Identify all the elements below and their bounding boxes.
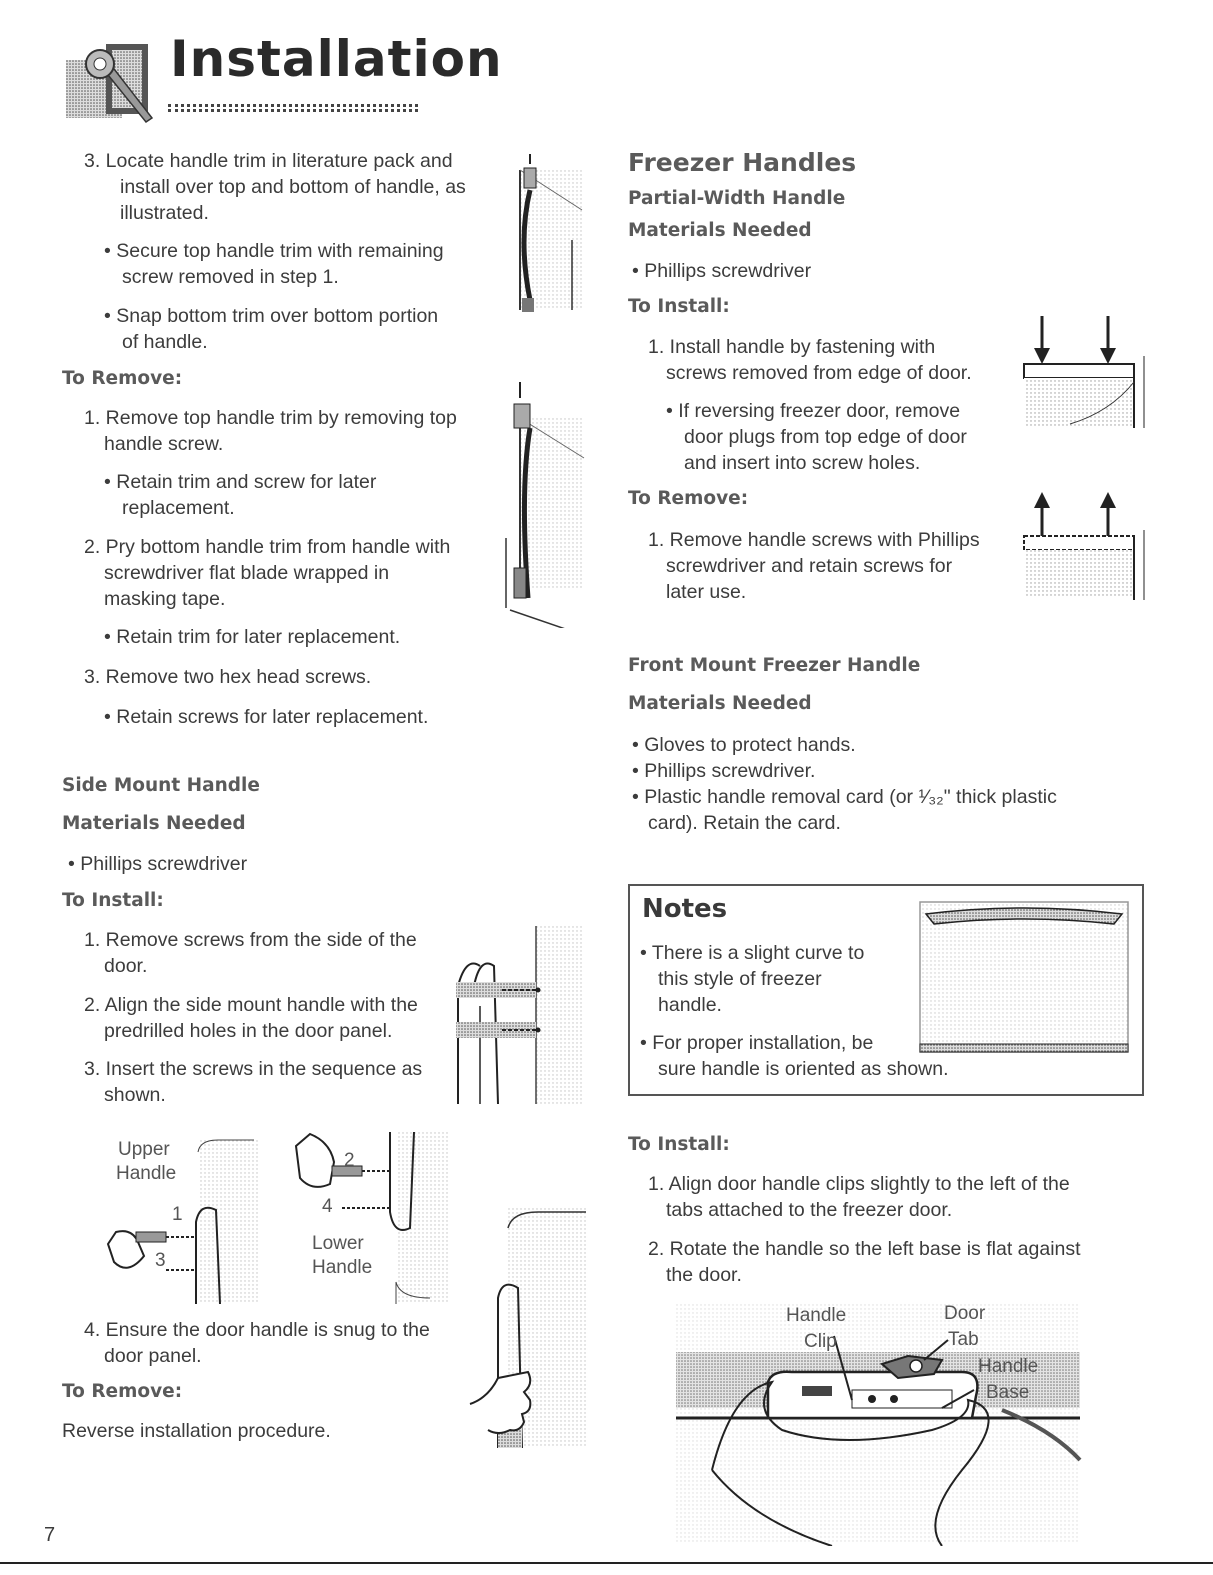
remove-step-2: 2. Pry bottom handle trim from handle with screwdriver flat blade wrapped in masking tape. bbox=[84, 536, 451, 610]
handle-clip-label-handle: Handle bbox=[786, 1305, 847, 1326]
wrench-icon bbox=[66, 30, 166, 130]
hand-on-handle-illustration bbox=[468, 1208, 586, 1448]
partial-width-heading: Partial-Width Handle bbox=[628, 188, 846, 209]
remove-step-1-bullet: • Retain trim and screw for later replacement. bbox=[104, 471, 377, 519]
screw-number-3: 3 bbox=[155, 1250, 166, 1271]
side-remove-text: Reverse installation procedure. bbox=[62, 1420, 331, 1442]
side-mount-handle-illustration bbox=[452, 926, 584, 1104]
side-material-item: • Phillips screwdriver bbox=[68, 853, 248, 875]
side-install-step-3: 3. Insert the screws in the sequence as shown. bbox=[84, 1058, 423, 1106]
partial-remove-heading: To Remove: bbox=[628, 488, 749, 509]
front-material-screwdriver: • Phillips screwdriver. bbox=[632, 760, 816, 782]
page-number: 7 bbox=[44, 1524, 56, 1546]
side-mount-heading: Side Mount Handle bbox=[62, 775, 260, 796]
notes-title: Notes bbox=[642, 894, 728, 924]
remove-step-1: 1. Remove top handle trim by removing top handle screw. bbox=[84, 407, 457, 455]
handle-trim-illustration-remove bbox=[500, 378, 590, 628]
curved-handle-illustration bbox=[918, 900, 1130, 1054]
side-install-step-1: 1. Remove screws from the side of the door. bbox=[84, 929, 417, 977]
page-title: Installation bbox=[170, 30, 503, 88]
partial-materials-heading: Materials Needed bbox=[628, 220, 812, 241]
partial-remove-step-1: 1. Remove handle screws with Phillips screwdriver and retain screws for later use. bbox=[648, 529, 980, 603]
note-1: • There is a slight curve to this style of freezer handle. bbox=[640, 942, 865, 1016]
partial-material-item: • Phillips screwdriver bbox=[632, 260, 812, 282]
upper-handle-label: Upper Handle bbox=[116, 1139, 177, 1184]
side-install-heading: To Install: bbox=[62, 890, 164, 911]
front-material-gloves: • Gloves to protect hands. bbox=[632, 734, 856, 756]
partial-install-illustration bbox=[1010, 312, 1148, 432]
side-install-step-4: 4. Ensure the door handle is snug to the door panel. bbox=[84, 1319, 430, 1367]
notes-box bbox=[628, 884, 1144, 1096]
door-tab-label-door: Door bbox=[944, 1303, 986, 1324]
step-3-text: 3. Locate handle trim in literature pack and install over top and bottom of handle, as illustrated. bbox=[84, 150, 466, 224]
step-3-bullet-1: • Secure top handle trim with remaining screw removed in step 1. bbox=[104, 240, 444, 288]
handle-clip-label-clip: Clip bbox=[804, 1331, 837, 1352]
handle-clip-illustration bbox=[672, 1300, 1084, 1546]
note-2: • For proper installation, be sure handle is oriented as shown. bbox=[640, 1032, 949, 1080]
freezer-handles-heading: Freezer Handles bbox=[628, 148, 857, 177]
partial-install-bullet: • If reversing freezer door, remove door plugs from top edge of door and insert into screw holes. bbox=[666, 400, 967, 474]
door-tab-label-tab: Tab bbox=[948, 1329, 979, 1350]
front-materials-heading: Materials Needed bbox=[628, 693, 812, 714]
screw-number-1: 1 bbox=[172, 1204, 183, 1225]
screw-number-4: 4 bbox=[322, 1196, 333, 1217]
handle-base-label-handle: Handle bbox=[978, 1356, 1039, 1377]
remove-step-3: 3. Remove two hex head screws. bbox=[84, 666, 372, 688]
handle-base-label-base: Base bbox=[986, 1382, 1030, 1403]
front-install-heading: To Install: bbox=[628, 1134, 730, 1155]
remove-step-3-bullet: • Retain screws for later replacement. bbox=[104, 706, 429, 728]
step-3-bullet-2: • Snap bottom trim over bottom portion of handle. bbox=[104, 305, 439, 353]
title-underline bbox=[168, 104, 418, 112]
header-logo bbox=[66, 30, 166, 130]
front-material-card: • Plastic handle removal card (or ¹⁄₃₂" thick plastic card). Retain the card. bbox=[632, 786, 1057, 834]
side-materials-heading: Materials Needed bbox=[62, 813, 246, 834]
front-install-step-1: 1. Align door handle clips slightly to the left of the tabs attached to the freezer door. bbox=[648, 1173, 1070, 1221]
front-mount-heading: Front Mount Freezer Handle bbox=[628, 655, 921, 676]
handle-trim-illustration-top bbox=[500, 150, 590, 315]
bottom-rule bbox=[0, 1562, 1213, 1564]
side-install-step-2: 2. Align the side mount handle with the predrilled holes in the door panel. bbox=[84, 994, 418, 1042]
remove-step-2-bullet: • Retain trim for later replacement. bbox=[104, 626, 401, 648]
side-remove-heading: To Remove: bbox=[62, 1381, 183, 1402]
partial-install-heading: To Install: bbox=[628, 296, 730, 317]
partial-install-step-1: 1. Install handle by fastening with screws removed from edge of door. bbox=[648, 336, 972, 384]
lower-handle-label: Lower Handle bbox=[312, 1233, 373, 1278]
front-install-step-2: 2. Rotate the handle so the left base is flat against the door. bbox=[648, 1238, 1081, 1286]
to-remove-heading: To Remove: bbox=[62, 368, 183, 389]
screw-number-2: 2 bbox=[344, 1150, 355, 1171]
partial-remove-illustration bbox=[1010, 486, 1148, 604]
